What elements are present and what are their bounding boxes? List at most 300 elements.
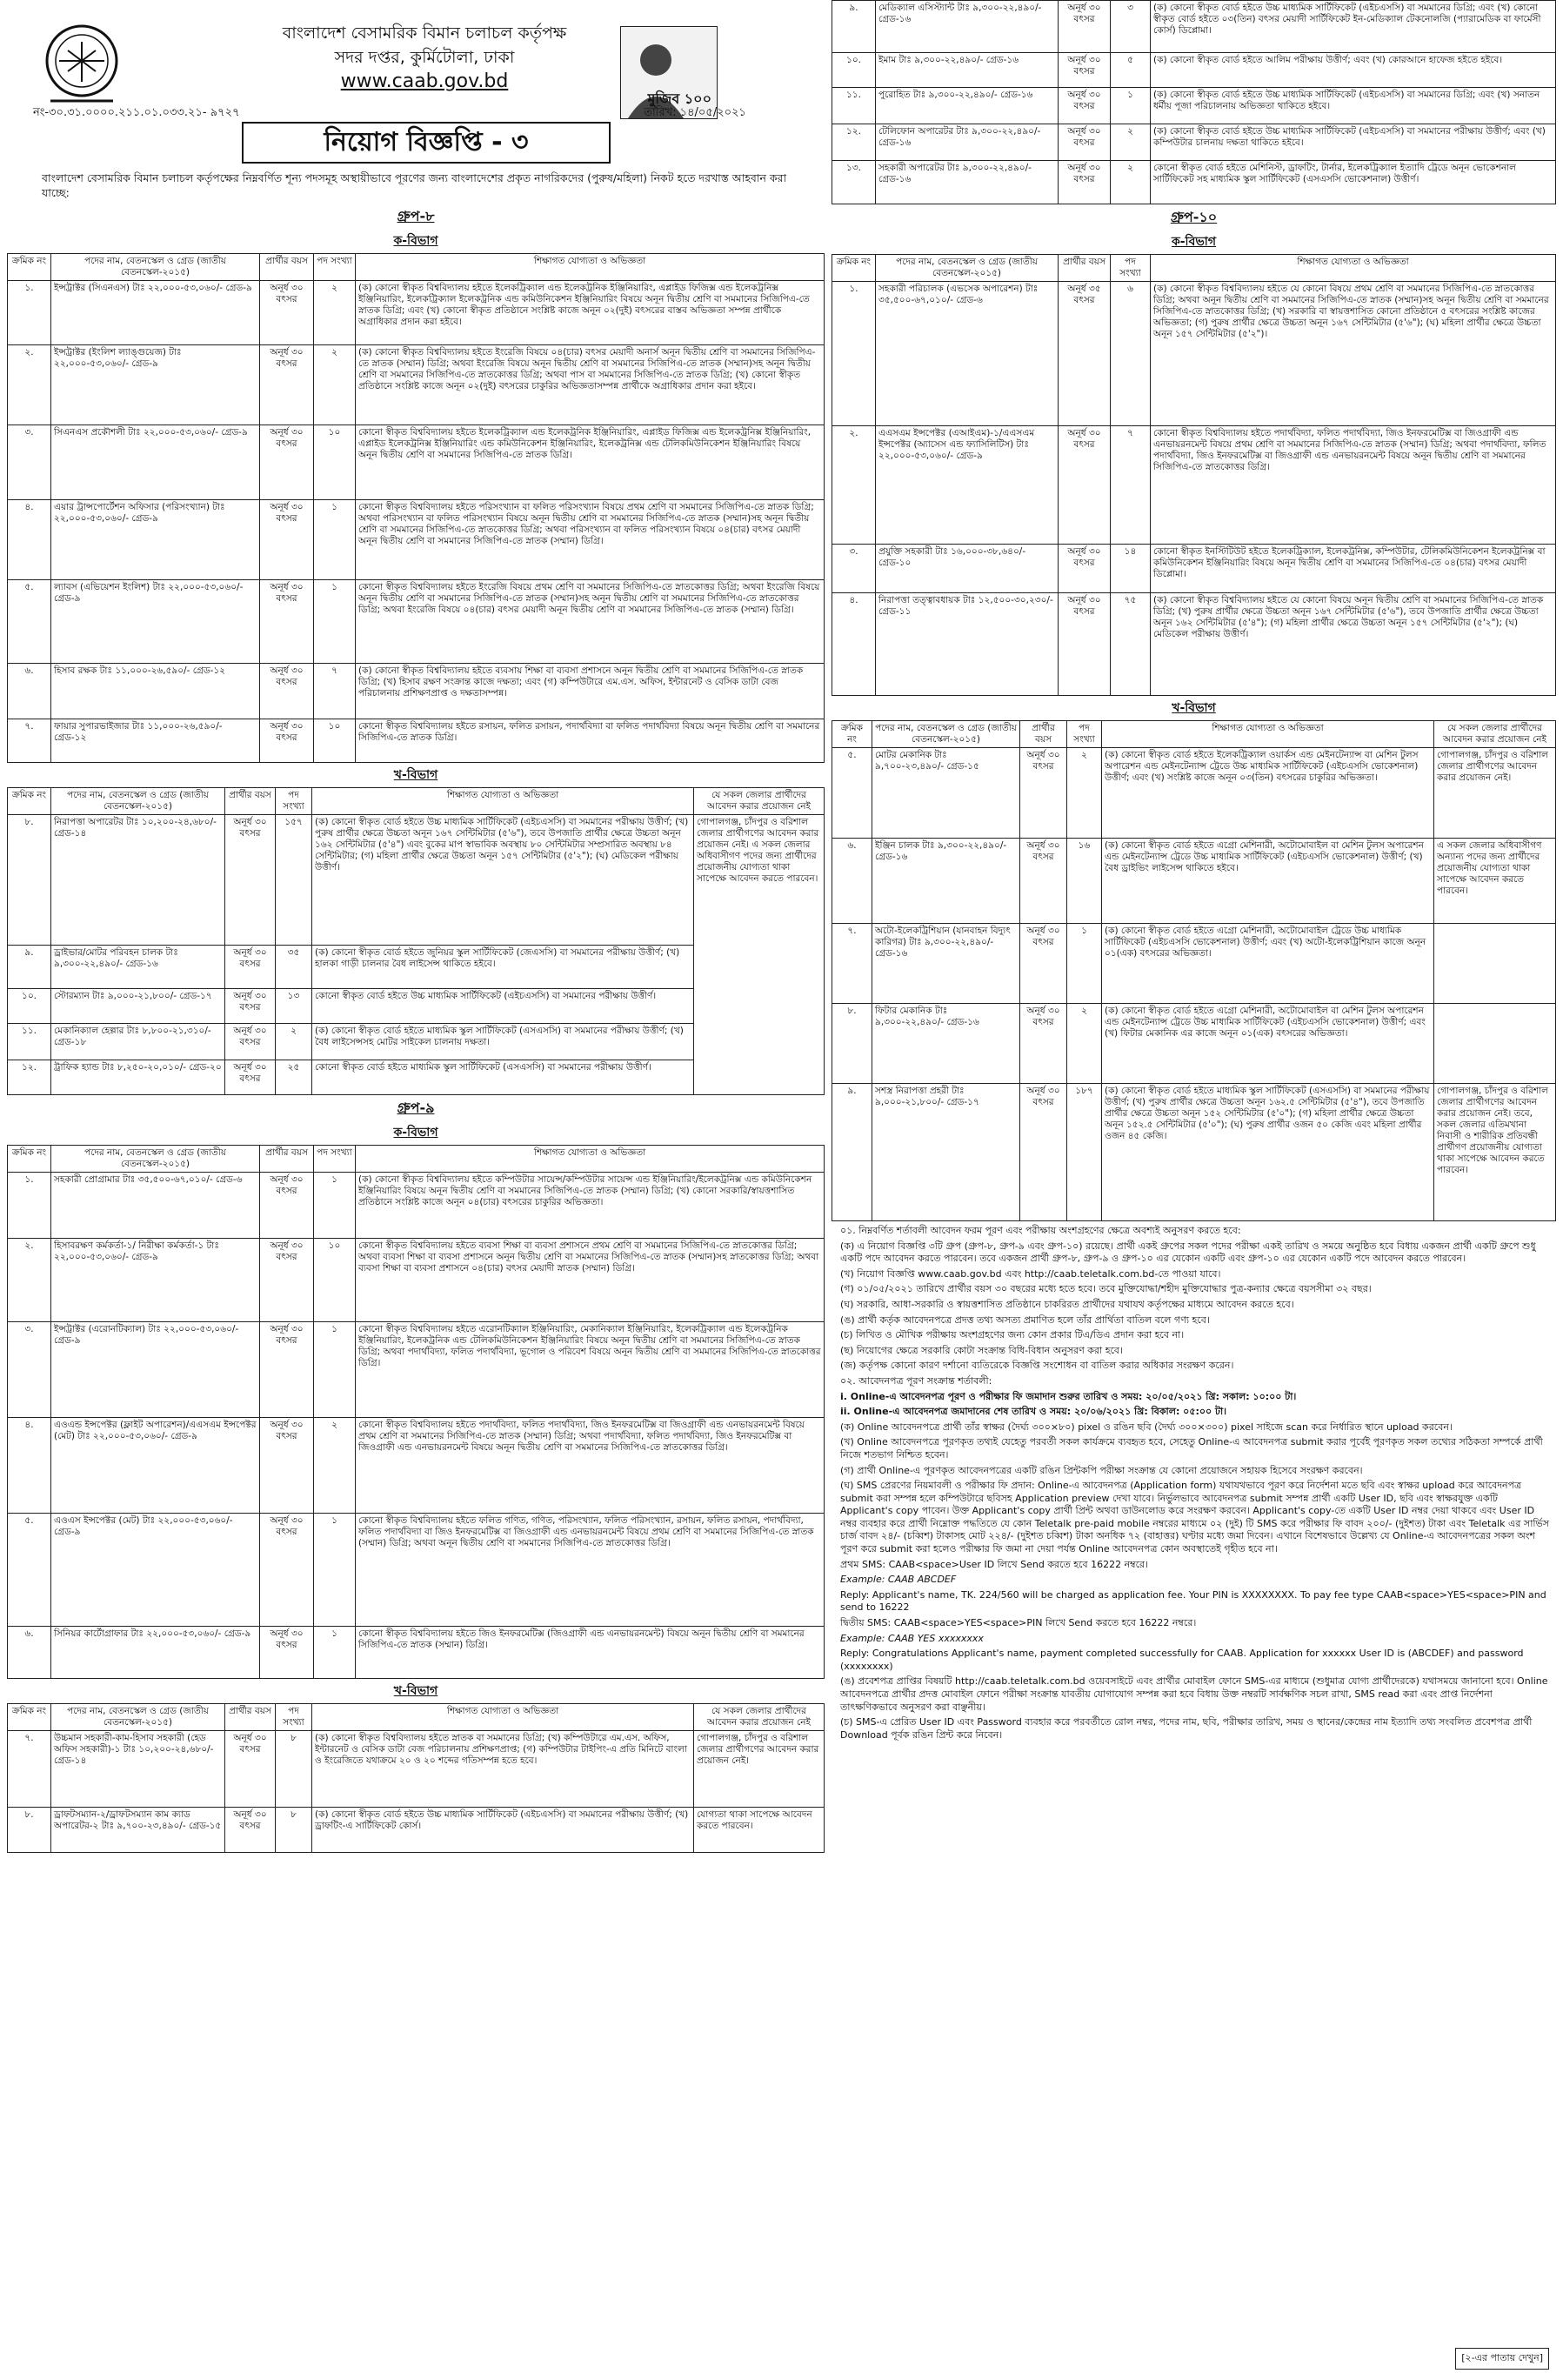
cell-qualification: (ক) কোনো স্বীকৃত বিশ্ববিদ্যালয় হইতে ব্যবসায় শিক্ষা বা ব্যবসা প্রশাসনে অনূন দ্বিতীয় শ্রেণি বা সমমানের সিজিপিএ-তে স্নাতক ডিগ্রি; (খ) হিসাব রক্ষণ সংক্রান্ত কাজে দক্ষতা; এবং (গ) কম্পিউটারে এম.এস. অফিস, ইন্টারনেট ও বেসিক ডাটা বেজ পরিচালনায় প্রশিক্ষণপ্রাপ্ত ও দক্ষতাসম্পন্ন। bbox=[356, 664, 825, 719]
condition-item: (জ) কর্তৃপক্ষ কোনো কারণ দর্শানো ব্যতিরেকে বিজ্ঞপ্তি সংশোধন বা বাতিল করার অধিকার সংরক্ষণ করেন। bbox=[840, 1360, 1234, 1372]
cell-age: অনূর্ধ ৩০ বৎসর bbox=[1059, 426, 1111, 545]
cell-age: অনূর্ধ ৩৫ বৎসর bbox=[1059, 282, 1111, 426]
table-row bbox=[832, 1, 1556, 53]
table-row bbox=[8, 1173, 825, 1239]
cell-count: ১ bbox=[1067, 924, 1102, 1004]
org-address: সদর দপ্তর, কুর্মিটোলা, ঢাকা bbox=[334, 48, 515, 67]
col-qualification: শিক্ষাগত যোগ্যতা ও অভিজ্ঞতা bbox=[356, 1146, 825, 1173]
cell-post: এয়ার ট্রান্সপোর্টেশন অফিসার (পরিসংখ্যান) টাঃ ২২,০০০-৫৩,০৬০/- গ্রেড-৯ bbox=[51, 500, 260, 580]
cell-count: ৩৫ bbox=[276, 946, 312, 989]
group-10-heading: গ্রুপ-১০ bbox=[1170, 209, 1218, 225]
cell-post: ট্রাফিক হ্যান্ড টাঃ ৮,২৫০-২০,০১০/- গ্রেড-২০ bbox=[51, 1060, 225, 1095]
condition-item: (খ) Online আবেদনপত্রে পূরণকৃত তথ্যই যেহেতু পরবর্তী সকল কার্যক্রমে ব্যবহৃত হবে, সেহেতু Online-এ আবেদনপত্র submit করার পূর্বেই পূরণকৃত সকল তথ্যের সঠিকতা সম্পর্কে প্রার্থী নিজে শতভাগ নিশ্চিত হবেন। bbox=[840, 1436, 1543, 1461]
cell-serial: ১২. bbox=[832, 124, 876, 161]
cell-qualification: কোনো স্বীকৃত বিশ্ববিদ্যালয় হইতে জিও ইনফরমেটিক্স (জিওগ্রাফী এন্ড এনভায়রনমেন্ট) বিষয়ে অনূন দ্বিতীয় শ্রেণি বা সমমানের সিজিপিএ-তে স্নাতক (সম্মান) ডিগ্রি। bbox=[356, 1627, 825, 1679]
cell-count: ১ bbox=[314, 1173, 356, 1239]
cell-serial: ১. bbox=[8, 1173, 51, 1239]
cell-qualification: (ক) কোনো স্বীকৃত বিশ্ববিদ্যালয় হইতে যে কোনো বিষয়ে প্রথম শ্রেণি বা সমমানের সিজিপিএ-তে স্নাতকোত্তর ডিগ্রি; অথবা অনূন দ্বিতীয় শ্রেণি বা সমমানের সিজিপিএ-তে স্নাতক (সম্মান)সহ অনূন দ্বিতীয় শ্রেণি বা সমমানের সিজিপিএ-তে স্নাতকোত্তর ডিগ্রি; (খ) সরকারি বা স্বায়ত্তশাসিত কোনো প্রতিষ্ঠানে ৫ বৎসরের সংশ্লিষ্ট কাজের অভিজ্ঞতা; (গ) পুরুষ প্রার্থীর ক্ষেত্রে উচ্চতা অনূন ১৬৭ সেন্টিমিটার (৫'৬"); (ঘ) মহিলা প্রার্থীর ক্ষেত্রে উচ্চতা অনূন ১৫৭ সেন্টিমিটার (৫'২")। bbox=[1151, 282, 1556, 426]
condition-item: ০১. নিম্নবর্ণিত শর্তাবলী আবেদন ফরম পূরণ এবং পরীক্ষায় অংশগ্রহণের ক্ষেত্রে অবশ্যই অনুসরণ করতে হবে: bbox=[840, 1225, 1241, 1236]
cell-serial: ৩. bbox=[8, 1322, 51, 1418]
cell-post: উচ্চমান সহকারী-কাম-হিসাব সহকারী (হেড অফিস সহকারী)-১ টাঃ ১০,২০০-২৪,৬৮০/- গ্রেড-১৪ bbox=[51, 1731, 225, 1808]
cell-qualification: কোনো স্বীকৃত বিশ্ববিদ্যালয় হইতে পরিসংখ্যান বা ফলিত পরিসংখ্যান বিষয়ে প্রথম শ্রেণি বা সমমানের সিজিপিএ-তে স্নাতক ডিগ্রি; অথবা পরিসংখ্যান বা ফলিত পরিসংখ্যান বিষয়ে অনূন দ্বিতীয় শ্রেণি বা সমমানের সিজিপিএ-তে স্নাতক (সম্মান)সহ অনূন দ্বিতীয় শ্রেণি বা সমমানের সিজিপিএ-তে স্নাতকোত্তর ডিগ্রি; অথবা পরিসংখ্যান বা ফলিত পরিসংখ্যান বিষয়ে ০৪(চার) বৎসর মেয়াদী অনূন দ্বিতীয় শ্রেণি বা সমমানের সিজিপিএ-তে স্নাতক (সম্মান) ডিগ্রি। bbox=[356, 500, 825, 580]
cell-serial: ২. bbox=[8, 1239, 51, 1322]
cell-count: ৮ bbox=[276, 1808, 312, 1853]
cell-age: অনূর্ধ ৩০ বৎসর bbox=[260, 345, 314, 425]
group-10-ka-table bbox=[832, 254, 1556, 696]
cell-qualification: (ক) কোনো স্বীকৃত বোর্ড হইতে এগ্রো মেশিনারী, অটোমোবাইল ট্রেডে উচ্চ মাধ্যমিক সার্টিফিকেট (এইচএসসি ভোকেশনাল) উত্তীর্ণ; এবং (খ) অটো-ইলেকট্রিশিয়ান কাজে অনূন ০১(এক) বৎসরের অভিজ্ঞতা। bbox=[1102, 924, 1434, 1004]
table-row bbox=[832, 839, 1556, 924]
cell-qualification: (ক) কোনো স্বীকৃত বিশ্ববিদ্যালয় হইতে ইলেকট্রিক্যাল এন্ড ইলেকট্রনিক ইঞ্জিনিয়ারিং, এপ্লাইড ফিজিক্স এন্ড ইলেকট্রনিক্স ইঞ্জিনিয়ারিং, ইলেকট্রিক্যাল ইলেকট্রনিক এন্ড কমিউনিকেশন ইঞ্জিনিয়ারিং বিষয়ে অনূন দ্বিতীয় শ্রেণি বা সমমানের সিজিপিএ-তে স্নাতক ডিগ্রি; এবং (খ) কোনো স্বীকৃত প্রতিষ্ঠানে সংশ্লিষ্ট কাজে অনূন ০২(দুই) বৎসরের বাস্তব অভিজ্ঞতা সম্পন্ন প্রার্থীকে অগ্রাধিকার প্রদান করা হইবে। bbox=[356, 281, 825, 345]
cell-age: অনূর্ধ ৩০ বৎসর bbox=[260, 1627, 314, 1679]
col-count: পদ সংখ্যা bbox=[314, 1146, 356, 1173]
table-row bbox=[8, 1731, 825, 1808]
cell-post: ইমাম টাঃ ৯,৩০০-২২,৪৯০/- গ্রেড-১৬ bbox=[876, 53, 1059, 88]
cell-qualification: (ক) কোনো স্বীকৃত বোর্ড হইতে আলিম পরীক্ষায় উত্তীর্ণ; এবং (খ) কোরআনে হাফেজ হইতে হইবে। bbox=[1151, 53, 1556, 88]
cell-qualification: (ক) কোনো স্বীকৃত বোর্ড হইতে এগ্রো মেশিনারী, অটোমোবাইল বা মেশিন টুলস অপারেশন এন্ড মেইনটেন্যান্স ট্রেডে উচ্চ মাধ্যমিক সার্টিফিকেট (এইচএসসি ভোকেশনাল) উত্তীর্ণ; (খ) বৈধ ড্রাইভিং লাইসেন্স থাকিতে হইবে। bbox=[1102, 839, 1434, 924]
cell-post: সহকারী পরিচালক (এভসেক অপারেশন) টাঃ ৩৫,৫০০-৬৭,০১০/- গ্রেড-৬ bbox=[876, 282, 1059, 426]
group-9-ka-heading: ক-বিভাগ bbox=[393, 1126, 438, 1140]
condition-item: ০২. আবেদনপত্র পূরণ সংক্রান্ত শর্তাবলী: bbox=[840, 1374, 992, 1387]
cell-post: সহকারী অপারেটর টাঃ ৯,৩০০-২২,৪৯০/- গ্রেড-১৬ bbox=[876, 161, 1059, 204]
cell-qualification: (ক) কোনো স্বীকৃত বোর্ড হইতে উচ্চ মাধ্যমিক সার্টিফিকেট (এইচএসসি) বা সমমানের ডিগ্রি; এবং (খ) সনাতন ধর্মীয় পূজা পরিচালনায় অভিজ্ঞতা থাকিতে হইবে। bbox=[1151, 88, 1556, 124]
col-count: পদ সংখ্যা bbox=[314, 254, 356, 281]
table-row bbox=[8, 1627, 825, 1679]
cell-qualification: কোনো স্বীকৃত বিশ্ববিদ্যালয় হইতে পদার্থবিদ্যা, ফলিত পদার্থবিদ্যা, জিও ইনফরমেটিক্স বা জিওগ্রাফী এন্ড এনভায়রনমেন্ট বিষয়ে প্রথম শ্রেণি বা সমমানের সিজিপিএ-তে স্নাতক (সম্মান) ডিগ্রি; অথবা পদার্থবিদ্যা, ফলিত পদার্থবিদ্যা, জিও ইনফরমেটিক্স বা জিওগ্রাফী এন্ড এনভায়রনমেন্ট বিষয়ে অনূন দ্বিতীয় শ্রেণি বা সমমানের সিজিপিএ-তে স্নাতকোত্তর ডিগ্রি। bbox=[356, 1418, 825, 1514]
cell-district: গোপালগঞ্জ, চাঁদপুর ও বরিশাল জেলার প্রার্থীগণের আবেদন করার প্রয়োজন নেই। এ সকল জেলার অধিবাসীগণ পদের জন্য প্রার্থীদের প্রয়োজনীয় যোগ্যতা থাকা সাপেক্ষে আবেদন করতে পারবেন। bbox=[694, 815, 825, 1095]
cell-district: গোপালগঞ্জ, চাঁদপুর ও বরিশাল জেলার প্রার্থীগণের আবেদন করার প্রয়োজন নেই। bbox=[694, 1731, 825, 1808]
cell-serial: ১১. bbox=[8, 1024, 51, 1060]
condition-item: (ঙ) প্রার্থী কর্তৃক আবেদনপত্রে প্রদত্ত তথ্য অসত্য প্রমাণিত হলে তাঁর প্রার্থিতা বাতিল বলে গণ্য হবে। bbox=[840, 1314, 1210, 1326]
cell-age: অনূর্ধ ৩০ বৎসর bbox=[260, 719, 314, 763]
cell-post: হিসাবরক্ষণ কর্মকর্তা-১/ নিরীক্ষা কর্মকর্তা-১ টাঃ ২২,০০০-৫৩,০৬০/- গ্রেড-৯ bbox=[51, 1239, 260, 1322]
table-row bbox=[8, 425, 825, 500]
table-row bbox=[832, 53, 1556, 88]
notice-title: নিয়োগ বিজ্ঞপ্তি - ৩ bbox=[242, 122, 611, 164]
condition-item: (ঙ) প্রবেশপত্র প্রাপ্তির বিষয়টি http://caab.teletalk.com.bd ওয়েবসাইটে এবং প্রার্থীর মোবাইল ফোনে SMS-এর মাধ্যমে (শুধুমাত্র যোগ্য প্রার্থীদেরকে) যথাসময়ে জানানো হবে। Online আবেদনপত্রে প্রার্থীর প্রদত্ত মোবাইল ফোনে পরীক্ষা সংক্রান্ত যাবতীয় যোগাযোগ সম্পন্ন করা হবে বিধায় উক্ত নম্বরটি সার্বক্ষণিক সচল রাখা, SMS read করা এবং প্রাপ্ত নির্দেশনা তাৎক্ষণিকভাবে অনুসরণ করা বাঞ্ছনীয়। bbox=[840, 1675, 1548, 1713]
table-row bbox=[8, 664, 825, 719]
cell-qualification: (ক) কোনো স্বীকৃত বোর্ড হইতে মাধ্যমিক স্কুল সার্টিফিকেট (এসএসসি) বা সমমানের পরীক্ষায় উত্তীর্ণ; (খ) পুরুষ প্রার্থীর ক্ষেত্রে উচ্চতা অনূন ১৬২.৫ সেন্টিমিটার (৫'৪"), তবে উপজাতি প্রার্থীর ক্ষেত্রে উচ্চতা অনূন ১৫২ সেন্টিমিটার (৫'০"); (গ) মহিলা প্রার্থীর ক্ষেত্রে উচ্চতা অনূন ১৫২.৫ সেন্টিমিটার (৫'০"); (ঘ) পুরুষ প্রার্থীর ওজন ৫০ কেজি এবং মহিলা প্রার্থীর ওজন ৪৫ কেজি। bbox=[1102, 1084, 1434, 1221]
cell-age: অনূর্ধ ৩০ বৎসর bbox=[260, 1239, 314, 1322]
cell-post: প্রযুক্তি সহকারী টাঃ ১৬,০০০-৩৮,৬৪০/- গ্রেড-১০ bbox=[876, 545, 1059, 593]
cell-qualification: কোনো স্বীকৃত ইনস্টিটিউট হইতে ইলেকট্রিক্যাল, ইলেকট্রনিক্স, কম্পিউটার, টেলিকমিউনিকেশন ইলেকট্রনিক্স বা কমিউনিকেশন ইঞ্জিনিয়ারিং বিষয়ে অনূন দ্বিতীয় শ্রেণি বা সমমানের সিজিপিএ-তে ০৪(চার) বৎসর মেয়াদী ডিপ্লোমা। bbox=[1151, 545, 1556, 593]
cell-post: নিরাপত্তা তত্ত্বাবধায়ক টাঃ ১২,৫০০-৩০,২৩০/- গ্রেড-১১ bbox=[876, 593, 1059, 696]
right-column bbox=[832, 0, 1556, 2375]
cell-serial: ৯. bbox=[832, 1, 876, 53]
left-column bbox=[7, 0, 825, 2375]
table-row bbox=[8, 1322, 825, 1418]
cell-count: ১ bbox=[314, 500, 356, 580]
cell-count: ২ bbox=[276, 1024, 312, 1060]
cell-age: অনূর্ধ ৩০ বৎসর bbox=[225, 1060, 276, 1095]
notice-header bbox=[7, 0, 825, 165]
cell-age: অনূর্ধ ৩০ বৎসর bbox=[260, 580, 314, 664]
cell-serial: ৫. bbox=[832, 748, 872, 839]
cell-age: অনূর্ধ ৩০ বৎসর bbox=[225, 1731, 276, 1808]
cell-district: গোপালগঞ্জ, চাঁদপুর ও বরিশাল জেলার প্রার্থীগণের আবেদন করার প্রয়োজন নেই। তবে, সকল জেলার এতিমখানা নিবাসী ও শারীরিক প্রতিবন্ধী প্রার্থীগণ প্রয়োজনীয় যোগ্যতা থাকা সাপেক্ষে আবেদন করতে পারবেন। bbox=[1434, 1084, 1556, 1221]
cell-qualification: (ক) কোনো স্বীকৃত বিশ্ববিদ্যালয় হইতে কম্পিউটার সায়েন্স/কম্পিউটার সায়েন্স এন্ড ইঞ্জিনিয়ারিং/ইলেকট্রনিক্স এন্ড কমিউনিকেশন ইঞ্জিনিয়ারিং বিষয়ে অনূন দ্বিতীয় শ্রেণি বা সমমানের সিজিপিএ-তে স্নাতক (সম্মান) ডিগ্রি; (খ) কোনো সরকারি/স্বায়ত্তশাসিত প্রতিষ্ঠানে সংশ্লিষ্ট কাজে অনূন ০৪(চার) বৎসরের চাকুরির অভিজ্ঞতা। bbox=[356, 1173, 825, 1239]
cell-qualification: (ক) কোনো স্বীকৃত বোর্ড হইতে উচ্চ মাধ্যমিক সার্টিফিকেট (এইচএসসি) বা সমমানের পরীক্ষায় উত্তীর্ণ; (খ) পুরুষ প্রার্থীর ক্ষেত্রে উচ্চতা অনূন ১৬৭ সেন্টিমিটার (৫'৬"), তবে উপজাতি প্রার্থীর ক্ষেত্রে উচ্চতা অনূন ১৬২ সেন্টিমিটার (৫'৪") এবং বুকের মাপ স্বাভাবিক অবস্থায় ৮০ সেন্টিমিটার সম্প্রসারিত অবস্থায় ৮৪ সেন্টিমিটার; (গ) মহিলা প্রার্থীর ক্ষেত্রে উচ্চতা অনূন ১৫৭ সেন্টিমিটার (৫'২"); (ঘ) মেডিকেল পরীক্ষায় উত্তীর্ণ। bbox=[312, 815, 694, 946]
group-9-heading: গ্রুপ-৯ bbox=[397, 1100, 435, 1116]
table-row bbox=[832, 748, 1556, 839]
cell-post: ফিটার মেকানিক টাঃ ৯,৩০০-২২,৪৯০/- গ্রেড-১৬ bbox=[872, 1004, 1020, 1084]
col-age: প্রার্থীর বয়স bbox=[225, 788, 276, 815]
group-8-kha-heading: খ-বিভাগ bbox=[393, 768, 438, 782]
group-8-heading: গ্রুপ-৮ bbox=[397, 208, 435, 224]
cell-qualification: কোনো স্বীকৃত বিশ্ববিদ্যালয় হইতে পদার্থবিদ্যা, ফলিত পদার্থবিদ্যা, জিও ইনফরমেটিক্স বা জিওগ্রাফী এন্ড এনভায়রনমেন্ট বিষয়ে প্রথম শ্রেণি বা সমমানের সিজিপিএ-তে স্নাতক (সম্মান) ডিগ্রি; অথবা পদার্থবিদ্যা, ফলিত পদার্থবিদ্যা, জিও ইনফরমেটিক্স বা জিওগ্রাফী এন্ড এনভায়রনমেন্ট বিষয়ে অনূন দ্বিতীয় শ্রেণি বা সমমানের সিজিপিএ-তে স্নাতকোত্তর ডিগ্রি। bbox=[1151, 426, 1556, 545]
table-row bbox=[832, 88, 1556, 124]
condition-item: i. Online-এ আবেদনপত্র পূরণ ও পরীক্ষার ফি জমাদান শুরুর তারিখ ও সময়: ২০/০৫/২০২১ খ্রি: সকাল: ১০:০০ টা। bbox=[840, 1390, 1297, 1402]
cell-serial: ৮. bbox=[832, 1004, 872, 1084]
cell-count: ২৫ bbox=[276, 1060, 312, 1095]
group-10-kha-heading: খ-বিভাগ bbox=[1172, 701, 1216, 715]
group-8-kha-table bbox=[7, 787, 825, 1095]
cell-age: অনূর্ধ ৩০ বৎসর bbox=[1059, 1, 1111, 53]
cell-district: গোপালগঞ্জ, চাঁদপুর ও বরিশাল জেলার প্রার্থীগণের আবেদন করার প্রয়োজন নেই। bbox=[1434, 748, 1556, 839]
mujib-badge: মুজিব ১০০ bbox=[647, 90, 711, 107]
cell-age: অনূর্ধ ৩০ বৎসর bbox=[1059, 593, 1111, 696]
cell-qualification: (ক) কোনো স্বীকৃত বোর্ড হইতে মাধ্যমিক স্কুল সার্টিফিকেট (এসএসসি) বা সমমানের পরীক্ষায় উত্তীর্ণ; (খ) বৈধ লাইসেন্সসহ মোটর সাইকেল চালনায় দক্ষতা। bbox=[312, 1024, 694, 1060]
cell-serial: ১০. bbox=[8, 989, 51, 1024]
cell-count: ১ bbox=[314, 1627, 356, 1679]
cell-post: সশস্ত্র নিরাপত্তা প্রহরী টাঃ ৯,০০০-২১,৮০০/- গ্রেড-১৭ bbox=[872, 1084, 1020, 1221]
col-age: প্রার্থীর বয়স bbox=[260, 254, 314, 281]
cell-post: স্টোরম্যান টাঃ ৯,০০০-২১,৮০০/- গ্রেড-১৭ bbox=[51, 989, 225, 1024]
cell-age: অনূর্ধ ৩০ বৎসর bbox=[1059, 124, 1111, 161]
cell-serial: ৪. bbox=[8, 500, 51, 580]
cell-post: এওএন্ড ইন্সপেক্টর (ফ্লাইট অপারেশন)/এএসএম ইন্সপেক্টর (মেট) টাঃ ২২,০০০-৫৩,০৬০/- গ্রেড-৯ bbox=[51, 1418, 260, 1514]
cell-count: ১৪ bbox=[1111, 545, 1151, 593]
cell-qualification: (ক) কোনো স্বীকৃত বিশ্ববিদ্যালয় হইতে স্নাতক বা সমমানের ডিগ্রি; (খ) কম্পিউটারে এম.এস. অফিস, ইন্টারনেট ও বেসিক ডাটা বেজ পরিচালনায় প্রশিক্ষণপ্রাপ্ত; (গ) কম্পিউটার টাইপিং-এ প্রতি মিনিটে বাংলা ও ইংরেজিতে যথাক্রমে ২০ ও ২০ শব্দের গতিসম্পন্ন হতে হবে। bbox=[312, 1731, 694, 1808]
col-count: পদ সংখ্যা bbox=[1111, 255, 1151, 282]
cell-count: ১ bbox=[314, 1322, 356, 1418]
cell-post: ড্রাফটসম্যান-২/ড্রাফটসম্যান কাম ক্যাড অপারেটর-২ টাঃ ৯,৭০০-২৩,৪৯০/- গ্রেড-১৫ bbox=[51, 1808, 225, 1853]
col-count: পদ সংখ্যা bbox=[276, 1704, 312, 1731]
cell-age: অনূর্ধ ৩০ বৎসর bbox=[260, 1322, 314, 1418]
cell-count: ২ bbox=[1111, 161, 1151, 204]
group-9-ka-table bbox=[7, 1145, 825, 1679]
cell-post: ফায়ার সুপারভাইজার টাঃ ১১,০০০-২৬,৫৯০/- গ্রেড-১২ bbox=[51, 719, 260, 763]
col-serial: ক্রমিক নং bbox=[8, 254, 51, 281]
cell-count: ১৬ bbox=[1067, 839, 1102, 924]
cell-age: অনূর্ধ ৩০ বৎসর bbox=[225, 946, 276, 989]
website-link[interactable]: www.caab.gov.bd bbox=[340, 70, 509, 92]
cell-serial: ৬. bbox=[8, 1627, 51, 1679]
cell-age: অনূর্ধ ৩০ বৎসর bbox=[225, 989, 276, 1024]
col-age: প্রার্থীর বয়স bbox=[1059, 255, 1111, 282]
cell-qualification: (ক) কোনো স্বীকৃত বোর্ড হইতে উচ্চ মাধ্যমিক সার্টিফিকেট (এইচএসসি) বা সমমানের পরীক্ষায় উত্তীর্ণ; (খ) ড্রাফটিং-এ সার্টিফিকেট কোর্স। bbox=[312, 1808, 694, 1853]
cell-serial: ২. bbox=[832, 426, 876, 545]
col-count: পদ সংখ্যা bbox=[1067, 721, 1102, 748]
cell-post: এএসএম ইন্সপেক্টর (এআইএম)-১/এএসএম ইন্সপেক্টর (অ্যাসেস এন্ড ফ্যাসিলিটিস) টাঃ ২২,০০০-৫৩,০৬০/- গ্রেড-৯ bbox=[876, 426, 1059, 545]
cell-qualification: (ক) কোনো স্বীকৃত বোর্ড হইতে উচ্চ মাধ্যমিক সার্টিফিকেট (এইচএসসি) বা সমমানের ডিগ্রি; এবং (খ) কোনো স্বীকৃত বোর্ড হইতে ০৩(তিন) বৎসর মেয়াদী সার্টিফিকেট ইন-মেডিক্যাল টেকনোলজি (প্যারামেডিক বা ফার্মেসী কোর্স) ডিপ্লোমা। bbox=[1151, 1, 1556, 53]
table-row bbox=[8, 1239, 825, 1322]
cell-count: ৭ bbox=[314, 664, 356, 719]
cell-count: ১০ bbox=[314, 719, 356, 763]
condition-item: (ঘ) সরকারি, আধা-সরকারি ও স্বায়ত্তশাসিত প্রতিষ্ঠানে চাকরিরত প্রার্থীদের যথাযথ কর্তৃপক্ষের মাধ্যমে আবেদন করতে হবে। bbox=[840, 1298, 1294, 1310]
cell-district bbox=[1434, 1004, 1556, 1084]
cell-age: অনূর্ধ ৩০ বৎসর bbox=[1059, 88, 1111, 124]
cell-qualification: কোনো স্বীকৃত বিশ্ববিদ্যালয় হইতে রসায়ন, ফলিত রসায়ন, পদার্থবিদ্যা বা ফলিত পদার্থবিদ্যা বিষয়ে অনূন দ্বিতীয় শ্রেণি বা সমমানের সিজিপিএ-তে স্নাতক ডিগ্রি। bbox=[356, 719, 825, 763]
cell-age: অনূর্ধ ৩০ বৎসর bbox=[225, 1808, 276, 1853]
col-post: পদের নাম, বেতনস্কেল ও গ্রেড (জাতীয় বেতনস্কেল-২০১৫) bbox=[51, 1704, 225, 1731]
cell-serial: ১০. bbox=[832, 53, 876, 88]
col-age: প্রার্থীর বয়স bbox=[260, 1146, 314, 1173]
col-post: পদের নাম, বেতনস্কেল ও গ্রেড (জাতীয় বেতনস্কেল-২০১৫) bbox=[51, 788, 225, 815]
cell-post: মেডিক্যাল এসিস্ট্যান্ট টাঃ ৯,৩০০-২২,৪৯০/- গ্রেড-১৬ bbox=[876, 1, 1059, 53]
cell-serial: ১. bbox=[832, 282, 876, 426]
table-row bbox=[8, 1418, 825, 1514]
condition-item: (গ) প্রার্থী Online-এ পূরণকৃত আবেদনপত্রের একটি রঙিন প্রিন্টকপি পরীক্ষা সংক্রান্ত যে কোনো প্রয়োজনে সহায়ক হিসেবে সংরক্ষণ করবেন। bbox=[840, 1464, 1363, 1476]
cell-count: ১৫৭ bbox=[276, 815, 312, 946]
table-row bbox=[8, 1808, 825, 1853]
cell-age: অনূর্ধ ৩০ বৎসর bbox=[260, 1418, 314, 1514]
cell-age: অনূর্ধ ৩০ বৎসর bbox=[1020, 924, 1067, 1004]
cell-post: অটো-ইলেকট্রিশিয়ান (যানবাহন বিদ্যুৎ কারিগর) টাঃ ৯,৩০০-২২,৪৯০/- গ্রেড-১৬ bbox=[872, 924, 1020, 1004]
cell-serial: ৫. bbox=[8, 580, 51, 664]
cell-count: ১০ bbox=[314, 425, 356, 500]
col-qualification: শিক্ষাগত যোগ্যতা ও অভিজ্ঞতা bbox=[312, 788, 694, 815]
cell-district: এ সকল জেলার অধিবাসীগণ অন্যান্য পদের জন্য প্রার্থীদের প্রয়োজনীয় যোগ্যতা থাকা সাপেক্ষে আবেদন করতে পারবেন। bbox=[1434, 839, 1556, 924]
cell-post: ইন্সট্রাক্টর (সিএনএস) টাঃ ২২,০০০-৫৩,০৬০/- গ্রেড-৯ bbox=[51, 281, 260, 345]
condition-item: (গ) ০১/০৫/২০২১ তারিখে প্রার্থীর বয়স ৩০ বছরের মধ্যে হতে হবে। তবে মুক্তিযোদ্ধা/শহীদ মুক্তিযোদ্ধার পুত্র-কন্যার ক্ষেত্রে বয়সসীমা ৩২ বছর। bbox=[840, 1283, 1372, 1295]
cell-post: ইঞ্জিন চালক টাঃ ৯,৩০০-২২,৪৯০/- গ্রেড-১৬ bbox=[872, 839, 1020, 924]
org-name: বাংলাদেশ বেসামরিক বিমান চলাচল কর্তৃপক্ষ bbox=[282, 23, 567, 43]
col-serial: ক্রমিক নং bbox=[832, 255, 876, 282]
cell-age: অনূর্ধ ৩০ বৎসর bbox=[225, 1024, 276, 1060]
col-qualification: শিক্ষাগত যোগ্যতা ও অভিজ্ঞতা bbox=[312, 1704, 694, 1731]
table-row bbox=[832, 161, 1556, 204]
intro-text: বাংলাদেশ বেসামরিক বিমান চলাচল কর্তৃপক্ষের নিম্নবর্ণিত শূন্য পদসমূহ অস্থায়ীভাবে পূরণের জন্য বাংলাদেশের প্রকৃত নাগরিকদের (পুরুষ/মহিলা) নিকট হতে দরখাস্ত আহবান করা যাচ্ছে: bbox=[42, 171, 787, 199]
cell-serial: ১১. bbox=[832, 88, 876, 124]
table-row bbox=[832, 593, 1556, 696]
condition-item: (ক) এ নিয়োগ বিজ্ঞপ্তি ৩টি গ্রুপ (গ্রুপ-৮, গ্রুপ-৯ এবং গ্রুপ-১০) রয়েছে। প্রার্থী একই গ্রুপের সকল পদের পরীক্ষা একই তারিখ ও সময়ে অনুষ্ঠিত হবে বিধায় একজন প্রার্থী একটি গ্রুপে শুধু একটি পদে আবেদন করতে পারবেন। তবে একজন প্রার্থী গ্রুপ-৮, গ্রুপ-৯ ও গ্রুপ-১০ এর যেকোন একটি এবং গ্রুপ-১০ এর যেকোন একটি পদে আবেদন করতে পারবেন। bbox=[840, 1240, 1536, 1265]
col-serial: ক্রমিক নং bbox=[8, 1704, 51, 1731]
col-count: পদ সংখ্যা bbox=[276, 788, 312, 815]
group-10-kha-table bbox=[832, 720, 1556, 1221]
cell-count: ১৩ bbox=[276, 989, 312, 1024]
cell-serial: ৬. bbox=[8, 664, 51, 719]
group-8-continued-table bbox=[832, 0, 1556, 204]
cell-count: ২ bbox=[1067, 1004, 1102, 1084]
cell-age: অনূর্ধ ৩০ বৎসর bbox=[1059, 161, 1111, 204]
sms-instruction: প্রথম SMS: CAAB<space>User ID লিখে Send করতে হবে 16222 নম্বরে। bbox=[840, 1558, 1149, 1570]
cell-post: ড্রাইভার/মোটর পরিবহন চালক টাঃ ৯,৩০০-২২,৪৯০/- গ্রেড-১৬ bbox=[51, 946, 225, 989]
cell-count: ৩ bbox=[1111, 1, 1151, 53]
sms-example: Example: CAAB ABCDEF bbox=[840, 1574, 957, 1586]
table-header-row bbox=[832, 255, 1556, 282]
header-text-block bbox=[268, 21, 581, 94]
cell-post: ল্যাবস (এভিয়েশন ইংলিশ) টাঃ ২২,০০০-৫৩,০৬০/- গ্রেড-৯ bbox=[51, 580, 260, 664]
cell-district bbox=[1434, 924, 1556, 1004]
cell-qualification: কোনো স্বীকৃত বোর্ড হইতে উচ্চ মাধ্যমিক সার্টিফিকেট (এইচএসসি) বা সমমানের পরীক্ষায় উত্তীর্ণ। bbox=[312, 989, 694, 1024]
table-row bbox=[832, 1084, 1556, 1221]
condition-item: (ঘ) SMS প্রেরণের নিয়মাবলী ও পরীক্ষার ফি প্রদান: Online-এ আবেদনপত্র (Application form) যথাযথভাবে পূরণ করে নির্দেশনা মতে ছবি এবং স্বাক্ষর upload করে আবেদনপত্র submit করা সম্পন্ন হলে কম্পিউটারে ছবিসহ Application preview দেখা যাবে। নির্ভুলভাবে আবেদনপত্র submit সম্পন্ন প্রার্থী একটি User ID, ছবি এবং স্বাক্ষরযুক্ত একটি Applicant's copy পাবেন। উক্ত Applicant's copy প্রার্থী প্রিন্ট অথবা ডাউনলোড করে সংরক্ষণ করবেন। Applicant's copy-তে একটি User ID নম্বর দেয়া থাকবে এবং User ID নম্বর ব্যবহার করে প্রার্থী নিম্নোক্ত পদ্ধতিতে যে কোন Teletalk pre-paid mobile নম্বরের মাধ্যমে ০২ (দুই) টি SMS করে পরীক্ষার ফি বাবদ ২০০/- (দুইশত) টাকা এবং Teletalk এর সার্ভিস চার্জ বাবদ ২৪/- (চব্বিশ) টাকাসহ মোট ২২৪/- (দুইশত চব্বিশ) টাকা অনধিক ৭২ (বাহাত্তর) ঘণ্টার মধ্যে জমা দিবেন। এখানে বিশেষভাবে উল্লেখ্য যে Online-এ আবেদনপত্রের সকল অংশ পূরণ করে submit করা হলেও পরীক্ষার ফি জমা না দেয়া পর্যন্ত Online আবেদনপত্র কোন অবস্থাতেই গৃহীত হবে না। bbox=[840, 1480, 1549, 1555]
cell-count: ১ bbox=[314, 580, 356, 664]
col-post: পদের নাম, বেতনস্কেল ও গ্রেড (জাতীয় বেতনস্কেল-২০১৫) bbox=[51, 1146, 260, 1173]
group-9-kha-table bbox=[7, 1703, 825, 1853]
cell-serial: ৪. bbox=[8, 1418, 51, 1514]
cell-count: ২ bbox=[1111, 124, 1151, 161]
cell-count: ২ bbox=[1067, 748, 1102, 839]
cell-serial: ৯. bbox=[832, 1084, 872, 1221]
table-row bbox=[832, 545, 1556, 593]
col-age: প্রার্থীর বয়স bbox=[1020, 721, 1067, 748]
cell-count: ৭৫ bbox=[1111, 593, 1151, 696]
continued-note: [২-এর পাতায় দেখুন] bbox=[1455, 2348, 1549, 2370]
cell-post: পুরোহিত টাঃ ৯,৩০০-২২,৪৯০/- গ্রেড-১৬ bbox=[876, 88, 1059, 124]
cell-qualification: (ক) কোনো স্বীকৃত বিশ্ববিদ্যালয় হইতে ইংরেজি বিষয়ে ০৪(চার) বৎসর মেয়াদী অনার্স অনূন দ্বিতীয় শ্রেণি বা সমমানের সিজিপিএ-তে স্নাতক (সম্মান) ডিগ্রি; অথবা ইংরেজি বিষয়ে অনূন দ্বিতীয় শ্রেণি বা সমমানের সিজিপিএ-তে স্নাতক (সম্মান)সহ অনূন দ্বিতীয় শ্রেণি বা সমমানের সিজিপিএ-তে স্নাতকোত্তর ডিগ্রি; অথবা পাস বা সমমানের সিজিপিএ-তে স্নাতক ডিগ্রি; (খ) কোনো স্বীকৃত প্রতিষ্ঠানে সংশ্লিষ্ট কাজে অনূন ০২(দুই) বৎসরের চাকুরির অভিজ্ঞতাসম্পন্ন প্রার্থীকে অগ্রাধিকার প্রদান করা হইবে। bbox=[356, 345, 825, 425]
cell-qualification: (ক) কোনো স্বীকৃত বিশ্ববিদ্যালয় হইতে যে কোনো বিষয়ে অনূন দ্বিতীয় শ্রেণি বা সমমানের সিজিপিএ-তে স্নাতক ডিগ্রি; (খ) পুরুষ প্রার্থীর ক্ষেত্রে উচ্চতা অনূন ১৬৭ সেন্টিমিটার (৫'৬"), তবে উপজাতি প্রার্থীর ক্ষেত্রে উচ্চতা অনূন ১৬২ সেন্টিমিটার (৫'৪"); (গ) মহিলা প্রার্থীর ক্ষেত্রে উচ্চতা অনূন ১৫৭ সেন্টিমিটার (৫'২"); (ঘ) মেডিকেল পরীক্ষায় উত্তীর্ণ। bbox=[1151, 593, 1556, 696]
col-qualification: শিক্ষাগত যোগ্যতা ও অভিজ্ঞতা bbox=[1151, 255, 1556, 282]
cell-post: নিরাপত্তা অপারেটর টাঃ ১০,২০০-২৪,৬৮০/- গ্রেড-১৪ bbox=[51, 815, 225, 946]
cell-post: হিসাব রক্ষক টাঃ ১১,০০০-২৬,৫৯০/- গ্রেড-১২ bbox=[51, 664, 260, 719]
table-row bbox=[8, 281, 825, 345]
memo-number: নং-৩০.৩১.০০০০.২১১.০১.০৩৩.২১- ৯৭২৭ bbox=[33, 106, 240, 119]
cell-age: অনূর্ধ ৩০ বৎসর bbox=[260, 1514, 314, 1627]
table-row bbox=[8, 815, 825, 946]
sms-reply: Reply: Applicant's name, TK. 224/560 will be charged as application fee. Your PIN is XXXXXXXX. To pay fee type CAAB<space>YES<space>PIN and send to 16222 bbox=[840, 1588, 1546, 1614]
table-row bbox=[832, 924, 1556, 1004]
condition-item: ii. Online-এ আবেদনপত্র জমাদানের শেষ তারিখ ও সময়: ২০/০৬/২০২১ খ্রি: বিকাল: ০৫:০০ টা। bbox=[840, 1406, 1227, 1418]
conditions-section bbox=[832, 1221, 1556, 1742]
cell-age: অনূর্ধ ৩০ বৎসর bbox=[260, 500, 314, 580]
cell-serial: ২. bbox=[8, 345, 51, 425]
cell-age: অনূর্ধ ৩০ বৎসর bbox=[260, 664, 314, 719]
table-row bbox=[8, 580, 825, 664]
cell-serial: ১. bbox=[8, 281, 51, 345]
cell-serial: ৩. bbox=[832, 545, 876, 593]
cell-count: ১ bbox=[1111, 88, 1151, 124]
cell-serial: ৪. bbox=[832, 593, 876, 696]
cell-age: অনূর্ধ ৩০ বৎসর bbox=[1020, 1084, 1067, 1221]
col-district: যে সকল জেলার প্রার্থীদের আবেদন করার প্রয়োজন নেই bbox=[694, 788, 825, 815]
cell-serial: ৭. bbox=[8, 1731, 51, 1808]
cell-serial: ৮. bbox=[8, 815, 51, 946]
cell-count: ৬ bbox=[1111, 282, 1151, 426]
table-row bbox=[832, 1004, 1556, 1084]
cell-post: ইন্সট্রাক্টর (ইংলিশ ল্যাঙ্গুয়েজ) টাঃ ২২,০০০-৫৩,০৬০/- গ্রেড-৯ bbox=[51, 345, 260, 425]
cell-serial: ৭. bbox=[832, 924, 872, 1004]
table-row bbox=[8, 345, 825, 425]
cell-qualification: (ক) কোনো স্বীকৃত বোর্ড হইতে উচ্চ মাধ্যমিক সার্টিফিকেট (এইচএসসি) বা সমমানের পরীক্ষায় উত্তীর্ণ; এবং (খ) কম্পিউটার চালনায় দক্ষতা থাকিতে হইবে। bbox=[1151, 124, 1556, 161]
cell-district: যোগ্যতা থাকা সাপেক্ষে আবেদন করতে পারবেন। bbox=[694, 1808, 825, 1853]
cell-qualification: (ক) কোনো স্বীকৃত বোর্ড হইতে এগ্রো মেশিনারী, অটোমোবাইল বা মেশিন টুলস অপারেশন এন্ড মেইনটেন্যান্স ট্রেডে উচ্চ মাধ্যমিক সার্টিফিকেট (এইচএসসি ভোকেশনাল) উত্তীর্ণ; এবং (খ) ফিটার মেকানিক এর কাজে অনূন ০১(এক) বৎসরের অভিজ্ঞতা। bbox=[1102, 1004, 1434, 1084]
cell-post: সিএনএস প্রকৌশলী টাঃ ২২,০০০-৫৩,০৬০/- গ্রেড-৯ bbox=[51, 425, 260, 500]
cell-age: অনূর্ধ ৩০ বৎসর bbox=[260, 281, 314, 345]
condition-item: (ক) Online আবেদনপত্রে প্রার্থী তাঁর স্বাক্ষর (দৈর্ঘ্য ৩০০×৮০) pixel ও রঙিন ছবি (দৈর্ঘ্য ৩০০×৩০০) pixel সাইজে scan করে নির্ধারিত স্থানে upload করবেন। bbox=[840, 1421, 1453, 1433]
cell-age: অনূর্ধ ৩০ বৎসর bbox=[225, 815, 276, 946]
cell-qualification: (ক) কোনো স্বীকৃত বোর্ড হইতে জুনিয়র স্কুল সার্টিফিকেট (জেএসসি) বা সমমানের পরীক্ষায় উত্তীর্ণ; (খ) হালকা গাড়ী চালনার বৈধ লাইসেন্স থাকিতে হইবে। bbox=[312, 946, 694, 989]
table-row bbox=[8, 719, 825, 763]
table-row bbox=[8, 1514, 825, 1627]
cell-qualification: কোনো স্বীকৃত বিশ্ববিদ্যালয় হইতে ব্যবসা শিক্ষা বা ব্যবসা প্রশাসনে প্রথম শ্রেণি বা সমমানের সিজিপিএ-তে স্নাতকোত্তর ডিগ্রি; অথবা ব্যবসা শিক্ষা বা ব্যবসা প্রশাসনে অনূন দ্বিতীয় শ্রেণি বা সমমানের সিজিপিএ-তে স্নাতক (সম্মান)সহ স্নাতকোত্তর ডিগ্রি; অথবা ব্যবসা শিক্ষা বা ব্যবসা প্রশাসনে ০৪(চার) বৎসর মেয়াদী স্নাতক (সম্মান) ডিগ্রি। bbox=[356, 1239, 825, 1322]
cell-serial: ৬. bbox=[832, 839, 872, 924]
table-row bbox=[832, 426, 1556, 545]
sms-instruction: দ্বিতীয় SMS: CAAB<space>YES<space>PIN লিখে Send করতে হবে 16222 নম্বরে। bbox=[840, 1617, 1197, 1629]
condition-item: (খ) নিয়োগ বিজ্ঞপ্তি www.caab.gov.bd এবং http://caab.teletalk.com.bd-তে পাওয়া যাবে। bbox=[840, 1267, 1221, 1280]
sms-example: Example: CAAB YES xxxxxxxx bbox=[840, 1632, 984, 1644]
cell-qualification: কোনো স্বীকৃত বিশ্ববিদ্যালয় হইতে এরোনটিক্যাল ইঞ্জিনিয়ারিং, মেকানিক্যাল ইঞ্জিনিয়ারিং, ইলেকট্রিক্যাল এন্ড ইলেকট্রনিক ইঞ্জিনিয়ারিং, ইলেকট্রনিক এন্ড টেলিকমিউনিকেশন ইঞ্জিনিয়ারিং বিষয়ে অনূন দ্বিতীয় শ্রেণি বা সমমানের সিজিপিএ-তে স্নাতক ডিগ্রি; অথবা পদার্থবিদ্যা, ফলিত পদার্থবিদ্যা, ভূগোল ও পরিবেশ বিষয়ে অনূন দ্বিতীয় শ্রেণি বা সমমানের সিজিপিএ-তে স্নাতকোত্তর ডিগ্রি। bbox=[356, 1322, 825, 1418]
cell-age: অনূর্ধ ৩০ বৎসর bbox=[1059, 545, 1111, 593]
cell-post: ইন্সট্রাক্টর (এরোনটিক্যাল) টাঃ ২২,০০০-৫৩,০৬০/- গ্রেড-৯ bbox=[51, 1322, 260, 1418]
table-row bbox=[8, 500, 825, 580]
cell-qualification: কোনো স্বীকৃত বিশ্ববিদ্যালয় হইতে ফলিত গণিত, গণিত, পরিসংখ্যান, ফলিত পরিসংখ্যান, রসায়ন, ফলিত রসায়ন, পদার্থবিদ্যা, ফলিত পদার্থবিদ্যা বা জিও ইনফরমেটিক্স বা জিওগ্রাফী এন্ড এনভায়রনমেন্ট বিষয়ে প্রথম শ্রেণি বা সমমানের সিজিপিএ-তে স্নাতক (সম্মান) ডিগ্রি; অথবা অনূন দ্বিতীয় শ্রেণি বা সমমানের সিজিপিএ-তে স্নাতকোত্তর ডিগ্রি। bbox=[356, 1514, 825, 1627]
cell-count: ২ bbox=[314, 1418, 356, 1514]
cell-age: অনূর্ধ ৩০ বৎসর bbox=[1020, 839, 1067, 924]
cell-age: অনূর্ধ ৩০ বৎসর bbox=[1020, 1004, 1067, 1084]
table-header-row bbox=[8, 254, 825, 281]
cell-serial: ৫. bbox=[8, 1514, 51, 1627]
caab-logo-icon bbox=[42, 16, 122, 111]
notice-date: তারিখ: ১৪/০৫/২০২১ bbox=[644, 106, 746, 119]
cell-serial: ৭. bbox=[8, 719, 51, 763]
cell-post: এওএস ইন্সপেক্টর (মেট) টাঃ ২২,০০০-৫৩,০৬০/- গ্রেড-৯ bbox=[51, 1514, 260, 1627]
cell-serial: ১২. bbox=[8, 1060, 51, 1095]
cell-serial: ১৩. bbox=[832, 161, 876, 204]
table-header-row bbox=[8, 1704, 825, 1731]
table-header-row bbox=[8, 788, 825, 815]
cell-count: ১ bbox=[314, 1514, 356, 1627]
cell-age: অনূর্ধ ৩০ বৎসর bbox=[1059, 53, 1111, 88]
col-serial: ক্রমিক নং bbox=[8, 788, 51, 815]
cell-count: ১৮৭ bbox=[1067, 1084, 1102, 1221]
group-9-kha-heading: খ-বিভাগ bbox=[393, 1684, 438, 1698]
group-10-ka-heading: ক-বিভাগ bbox=[1171, 235, 1217, 249]
cell-serial: ৯. bbox=[8, 946, 51, 989]
cell-post: সিনিয়র কার্টোগ্রাফার টাঃ ২২,০০০-৫৩,০৬০/- গ্রেড-৯ bbox=[51, 1627, 260, 1679]
cell-count: ২ bbox=[314, 281, 356, 345]
condition-item: (চ) SMS-এ প্রেরিত User ID এবং Password ব্যবহার করে পরবর্তীতে রোল নম্বর, পদের নাম, ছবি, পরীক্ষার তারিখ, সময় ও স্থানের/কেন্দ্রের নাম ইত্যাদি তথ্য সংবলিত প্রবেশপত্র প্রার্থী Download পূর্বক রঙিন প্রিন্ট করে নিবেন। bbox=[840, 1716, 1533, 1741]
cell-count: ৭ bbox=[1111, 426, 1151, 545]
cell-age: অনূর্ধ ৩০ বৎসর bbox=[1020, 748, 1067, 839]
col-district: যে সকল জেলার প্রার্থীদের আবেদন করার প্রয়োজন নেই bbox=[694, 1704, 825, 1731]
cell-post: মেকানিক্যাল হেল্পার টাঃ ৮,৮০০-২১,৩১০/- গ্রেড-১৮ bbox=[51, 1024, 225, 1060]
cell-serial: ৮. bbox=[8, 1808, 51, 1853]
table-row bbox=[832, 124, 1556, 161]
col-qualification: শিক্ষাগত যোগ্যতা ও অভিজ্ঞতা bbox=[356, 254, 825, 281]
table-header-row bbox=[8, 1146, 825, 1173]
col-post: পদের নাম, বেতনস্কেল ও গ্রেড (জাতীয় বেতনস্কেল-২০১৫) bbox=[51, 254, 260, 281]
cell-qualification: কোনো স্বীকৃত বিশ্ববিদ্যালয় হইতে ইলেকট্রিক্যাল এন্ড ইলেকট্রনিক ইঞ্জিনিয়ারিং, এপ্লাইড ফিজিক্স এন্ড ইলেকট্রনিক্স ইঞ্জিনিয়ারিং, এপ্লাইড ইলেকট্রনিক্স ইঞ্জিনিয়ারিং এন্ড কমিউনিকেশন ইঞ্জিনিয়ারিং, ইলেকট্রনিক্স এন্ড টেলিকমিউনিকেশন ইঞ্জিনিয়ারিং বিষয়ে অনূন দ্বিতীয় শ্রেণি বা সমমানের সিজিপিএ-তে স্নাতক ডিগ্রি। bbox=[356, 425, 825, 500]
col-serial: ক্রমিক নং bbox=[8, 1146, 51, 1173]
sms-reply: Reply: Congratulations Applicant's name, payment completed successfully for CAAB. Application for xxxxxx User ID is (ABCDEF) and password (xxxxxxxx) bbox=[840, 1648, 1524, 1672]
cell-qualification: কোনো স্বীকৃত বোর্ড হইতে মাধ্যমিক স্কুল সার্টিফিকেট (এসএসসি) বা সমমানের পরীক্ষায় উত্তীর্ণ। bbox=[312, 1060, 694, 1095]
condition-item: (চ) লিখিত ও মৌখিক পরীক্ষায় অংশগ্রহণের জন্য কোন প্রকার টিএ/ডিএ প্রদান করা হবে না। bbox=[840, 1329, 1185, 1341]
col-qualification: শিক্ষাগত যোগ্যতা ও অভিজ্ঞতা bbox=[1102, 721, 1434, 748]
col-post: পদের নাম, বেতনস্কেল ও গ্রেড (জাতীয় বেতনস্কেল-২০১৫) bbox=[872, 721, 1020, 748]
condition-item: (ছ) নিয়োগের ক্ষেত্রে সরকারি কোটা সংক্রান্ত বিধি-বিধান অনুসরণ করা হবে। bbox=[840, 1344, 1123, 1356]
cell-qualification: (ক) কোনো স্বীকৃত বোর্ড হইতে ইলেকট্রিক্যাল ওয়ার্কস এন্ড মেইনটেন্যান্স বা মেশিন টুলস অপারেশন এন্ড মেইনটেন্যান্স ট্রেডে উচ্চ মাধ্যমিক সার্টিফিকেট (এইচএসসি ভোকেশনাল) উত্তীর্ণ; এবং (খ) সংশ্লিষ্ট কাজে অনূন ০৩(তিন) বৎসরের চাকুরির অভিজ্ঞতা। bbox=[1102, 748, 1434, 839]
col-age: প্রার্থীর বয়স bbox=[225, 1704, 276, 1731]
cell-count: ১০ bbox=[314, 1239, 356, 1322]
cell-count: ৫ bbox=[1111, 53, 1151, 88]
cell-count: ৮ bbox=[276, 1731, 312, 1808]
cell-post: টেলিফোন অপারেটর টাঃ ৯,৩০০-২২,৪৯০/- গ্রেড-১৬ bbox=[876, 124, 1059, 161]
group-8-ka-table bbox=[7, 253, 825, 763]
cell-qualification: কোনো স্বীকৃত বিশ্ববিদ্যালয় হইতে ইংরেজি বিষয়ে প্রথম শ্রেণি বা সমমানের সিজিপিএ-তে স্নাতকোত্তর ডিগ্রি; অথবা ইংরেজি বিষয়ে অনূন দ্বিতীয় শ্রেণি বা সমমানের সিজিপিএ-তে স্নাতক (সম্মান)সহ অনূন দ্বিতীয় শ্রেণি বা সমমানের সিজিপিএ-তে স্নাতকোত্তর ডিগ্রি; অথবা ইংরেজি বিষয়ে ০৪(চার) বৎসর মেয়াদী অনূন দ্বিতীয় শ্রেণি বা সমমানের সিজিপিএ-তে স্নাতক (সম্মান) ডিগ্রি। bbox=[356, 580, 825, 664]
cell-qualification: কোনো স্বীকৃত বোর্ড হইতে মেশিনিস্ট, ড্রাফটিং, টার্নার, ইলেকট্রিক্যাল ইত্যাদি ট্রেডে অনূন ভোকেশনাল সার্টিফিকেট সহ মাধ্যমিক স্কুল সার্টিফিকেট (এসএসসি ভোকেশনাল) উত্তীর্ণ। bbox=[1151, 161, 1556, 204]
cell-serial: ৩. bbox=[8, 425, 51, 500]
cell-post: মোটর মেকানিক টাঃ ৯,৭০০-২৩,৪৯০/- গ্রেড-১৫ bbox=[872, 748, 1020, 839]
table-row bbox=[832, 282, 1556, 426]
col-district: যে সকল জেলার প্রার্থীদের আবেদন করার প্রয়োজন নেই bbox=[1434, 721, 1556, 748]
cell-post: সহকারী প্রোগ্রামার টাঃ ৩৫,৫০০-৬৭,০১০/- গ্রেড-৬ bbox=[51, 1173, 260, 1239]
group-8-ka-heading: ক-বিভাগ bbox=[393, 234, 438, 248]
cell-age: অনূর্ধ ৩০ বৎসর bbox=[260, 1173, 314, 1239]
col-post: পদের নাম, বেতনস্কেল ও গ্রেড (জাতীয় বেতনস্কেল-২০১৫) bbox=[876, 255, 1059, 282]
table-header-row bbox=[832, 721, 1556, 748]
cell-count: ২ bbox=[314, 345, 356, 425]
